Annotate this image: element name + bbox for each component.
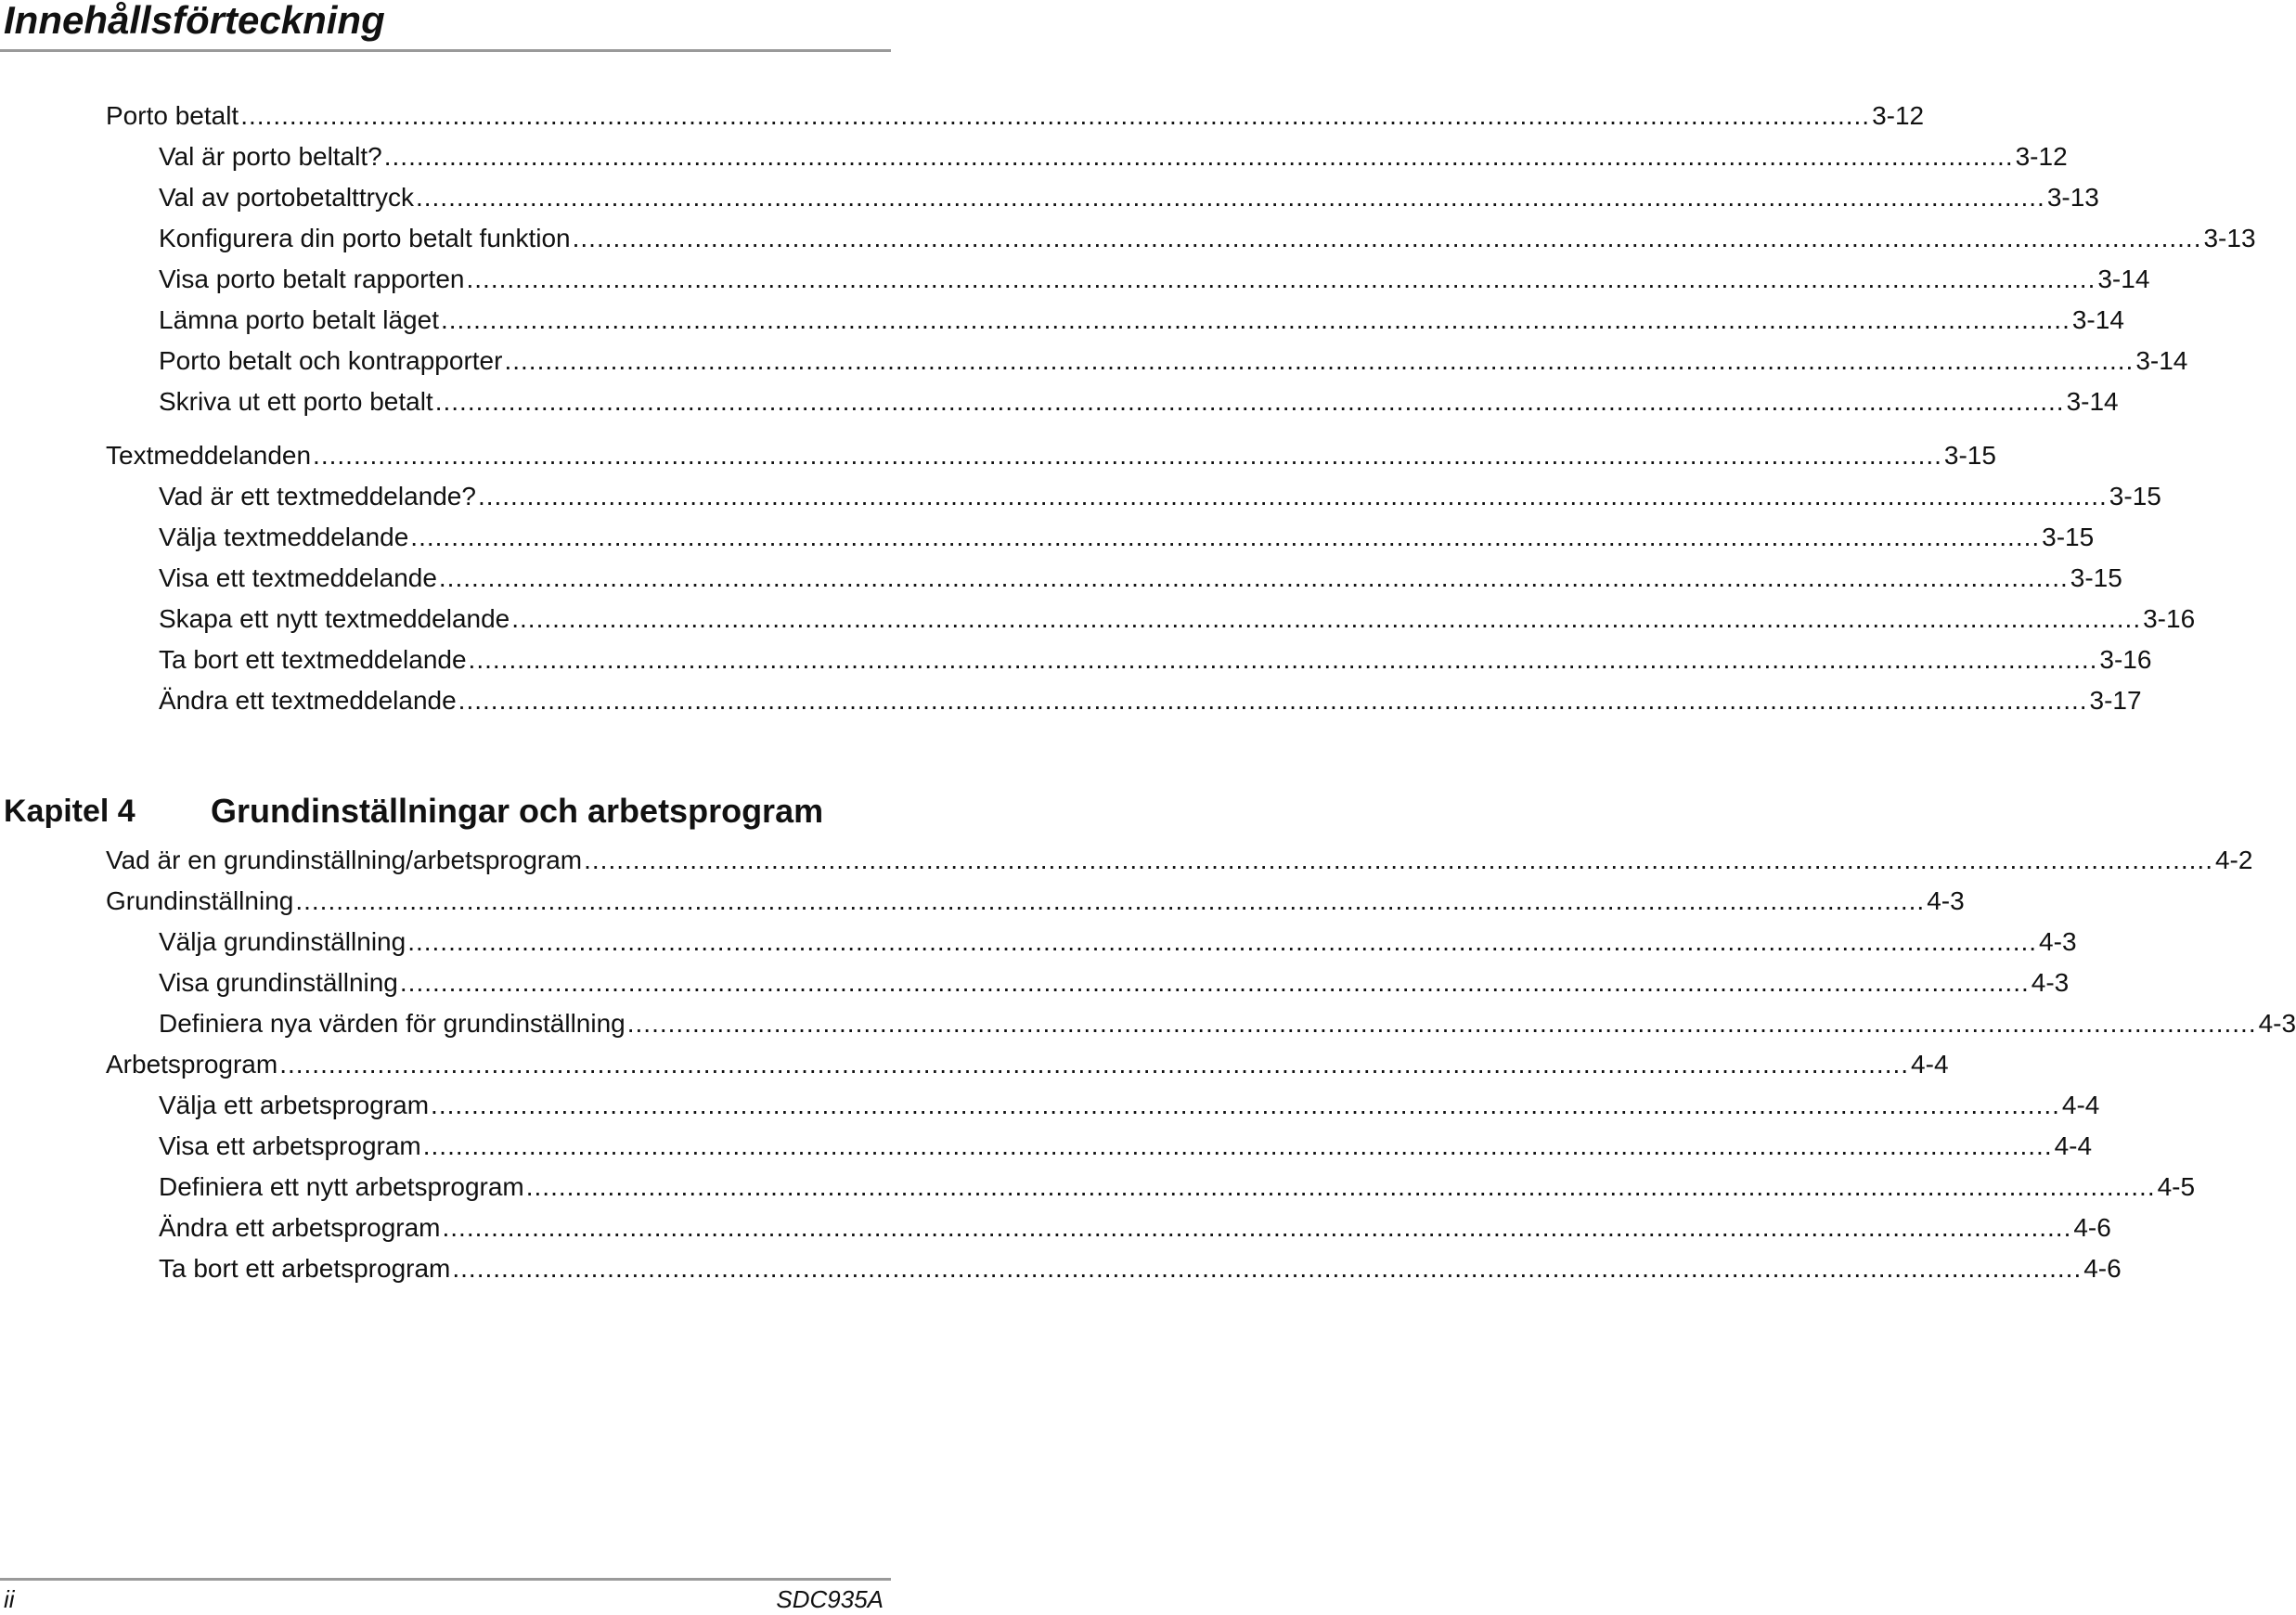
toc-entry-page: 4-4 <box>2061 1091 2100 1119</box>
toc-entry-title: Visa porto betalt rapporten <box>159 265 465 293</box>
toc-entry-title: Skriva ut ett porto betalt <box>159 387 433 416</box>
chapter-title: Grundinställningar och arbetsprogram <box>211 792 824 830</box>
toc-entry-title: Definiera ett nytt arbetsprogram <box>159 1172 524 1201</box>
toc-entry-page: 4-3 <box>2258 1009 2296 1038</box>
toc-entry-page: 3-15 <box>2042 523 2095 551</box>
toc-entry-title: Visa ett textmeddelande <box>159 563 437 592</box>
toc-dot-leader: ........................................................................................................................................................................................................ <box>434 387 2065 416</box>
toc-entry-title: Välja grundinställning <box>159 927 406 956</box>
toc-entry-page: 3-12 <box>1872 101 1925 130</box>
toc-entry <box>159 1171 2196 1203</box>
footer-doc-code: SDC935A <box>776 1585 884 1613</box>
toc-dot-leader: ........................................................................................................................................................................................................ <box>466 265 2096 293</box>
toc-entry-title: Ta bort ett arbetsprogram <box>159 1254 451 1283</box>
toc-entry <box>106 885 1965 917</box>
toc-dot-leader: ........................................................................................................................................................................................................ <box>399 968 2030 997</box>
toc-entry <box>159 603 2196 635</box>
toc-entry-title: Porto betalt <box>106 101 239 130</box>
toc-entry-page: 3-15 <box>2070 563 2122 592</box>
toc-entry <box>159 141 2068 173</box>
toc-entry-page: 3-17 <box>2089 686 2142 715</box>
toc-entry <box>159 926 2077 958</box>
toc-dot-leader: ........................................................................................................................................................................................................ <box>440 305 2070 334</box>
toc-entry-page: 3-13 <box>2203 224 2256 252</box>
toc-entry-title: Ändra ett textmeddelande <box>159 686 457 715</box>
toc-entry-page: 3-14 <box>2135 346 2188 375</box>
toc-entry <box>159 685 2142 717</box>
toc-entry <box>106 845 2253 876</box>
toc-dot-leader: ........................................................................................................................................................................................................ <box>383 142 2014 171</box>
footer-page-number: ii <box>4 1585 15 1613</box>
toc-entry-title: Ta bort ett textmeddelande <box>159 645 467 674</box>
toc-dot-leader: ........................................................................................................................................................................................................ <box>407 927 2038 956</box>
toc-entry-title: Definiera nya värden för grundinställning <box>159 1009 626 1038</box>
toc-entry-title: Ändra ett arbetsprogram <box>159 1213 441 1242</box>
toc-dot-leader: ........................................................................................................................................................................................................ <box>525 1172 2156 1201</box>
toc-dot-leader: ........................................................................................................................................................................................................ <box>458 686 2088 715</box>
toc-entry <box>159 481 2161 512</box>
toc-dot-leader: ........................................................................................................................................................................................................ <box>410 523 2041 551</box>
toc-entry <box>159 1130 2093 1162</box>
toc-dot-leader: ........................................................................................................................................................................................................ <box>511 604 2142 633</box>
toc-entry-page: 4-3 <box>1927 886 1965 915</box>
header-rule <box>0 49 891 52</box>
toc-entry-page: 4-6 <box>2073 1213 2111 1242</box>
toc-dot-leader: ........................................................................................................................................................................................................ <box>431 1091 2060 1119</box>
toc-entry <box>159 1212 2111 1244</box>
toc-entry-title: Vad är ett textmeddelande? <box>159 482 476 510</box>
toc-entry-page: 4-3 <box>2031 968 2070 997</box>
toc-entry-title: Val av portobetalttryck <box>159 183 414 212</box>
toc-entry <box>159 264 2150 295</box>
toc-entry <box>159 967 2070 999</box>
toc-entry-page: 4-4 <box>2054 1131 2093 1160</box>
toc-entry-title: Välja textmeddelande <box>159 523 409 551</box>
toc-entry-page: 4-6 <box>2083 1254 2122 1283</box>
toc-entry-page: 3-16 <box>2143 604 2196 633</box>
toc-entry <box>159 1008 2296 1040</box>
toc-entry <box>159 1090 2100 1121</box>
toc-entry-page: 3-16 <box>2099 645 2152 674</box>
toc-entry-page: 4-3 <box>2039 927 2077 956</box>
toc-dot-leader: ........................................................................................................................................................................................................ <box>572 224 2202 252</box>
toc-entry <box>159 1253 2122 1285</box>
toc-entry <box>106 100 1925 132</box>
toc-entry-title: Lämna porto betalt läget <box>159 305 439 334</box>
chapter-label: Kapitel 4 <box>4 794 135 829</box>
toc-entry-title: Välja ett arbetsprogram <box>159 1091 430 1119</box>
toc-entry-page: 3-15 <box>2109 482 2161 510</box>
toc-entry-title: Grundinställning <box>106 886 294 915</box>
toc-dot-leader: ........................................................................................................................................................................................................ <box>477 482 2108 510</box>
toc-entry-title: Textmeddelanden <box>106 441 312 470</box>
toc-entry-title: Vad är en grundinställning/arbetsprogram <box>106 846 583 874</box>
toc-entry <box>159 182 2099 213</box>
toc-dot-leader: ........................................................................................................................................................................................................ <box>438 563 2069 592</box>
toc-dot-leader: ........................................................................................................................................................................................................ <box>504 346 2135 375</box>
toc-entry <box>159 522 2095 553</box>
footer-rule <box>0 1578 891 1581</box>
toc-entry <box>159 304 2124 336</box>
toc-entry-page: 4-2 <box>2214 846 2253 874</box>
toc-entry <box>159 223 2256 254</box>
toc-entry-page: 3-14 <box>2071 305 2124 334</box>
page-title: Innehållsförteckning <box>4 0 385 42</box>
toc-entry-title: Porto betalt och kontrapporter <box>159 346 503 375</box>
toc-entry-page: 3-12 <box>2015 142 2068 171</box>
toc-entry-title: Skapa ett nytt textmeddelande <box>159 604 510 633</box>
toc-entry-page: 3-14 <box>2066 387 2119 416</box>
toc-entry-page: 3-14 <box>2097 265 2150 293</box>
toc-entry-page: 3-13 <box>2046 183 2099 212</box>
toc-entry-page: 4-5 <box>2157 1172 2196 1201</box>
toc-dot-leader: ........................................................................................................................................................................................................ <box>442 1213 2072 1242</box>
toc-dot-leader: ........................................................................................................................................................................................................ <box>240 101 1871 130</box>
toc-entry <box>159 386 2119 418</box>
toc-dot-leader: ........................................................................................................................................................................................................ <box>279 1050 1910 1079</box>
toc-entry-page: 3-15 <box>1943 441 1996 470</box>
toc-entry-title: Visa ett arbetsprogram <box>159 1131 421 1160</box>
toc-dot-leader: ........................................................................................................................................................................................................ <box>584 846 2213 874</box>
toc-dot-leader: ........................................................................................................................................................................................................ <box>452 1254 2083 1283</box>
toc-dot-leader: ........................................................................................................................................................................................................ <box>415 183 2045 212</box>
toc-entry-title: Arbetsprogram <box>106 1050 278 1079</box>
toc-dot-leader: ........................................................................................................................................................................................................ <box>295 886 1926 915</box>
toc-entry-title: Konfigurera din porto betalt funktion <box>159 224 571 252</box>
toc-entry <box>159 345 2188 377</box>
toc-entry <box>106 440 1996 472</box>
toc-entry-title: Visa grundinställning <box>159 968 398 997</box>
toc-dot-leader: ........................................................................................................................................................................................................ <box>468 645 2098 674</box>
toc-entry <box>159 562 2122 594</box>
toc-entry-title: Val är porto beltalt? <box>159 142 382 171</box>
toc-dot-leader: ........................................................................................................................................................................................................ <box>626 1009 2257 1038</box>
toc-dot-leader: ........................................................................................................................................................................................................ <box>313 441 1942 470</box>
toc-entry-page: 4-4 <box>1911 1050 1949 1079</box>
toc-entry <box>106 1049 1949 1080</box>
toc-entry <box>159 644 2152 676</box>
toc-dot-leader: ........................................................................................................................................................................................................ <box>422 1131 2053 1160</box>
